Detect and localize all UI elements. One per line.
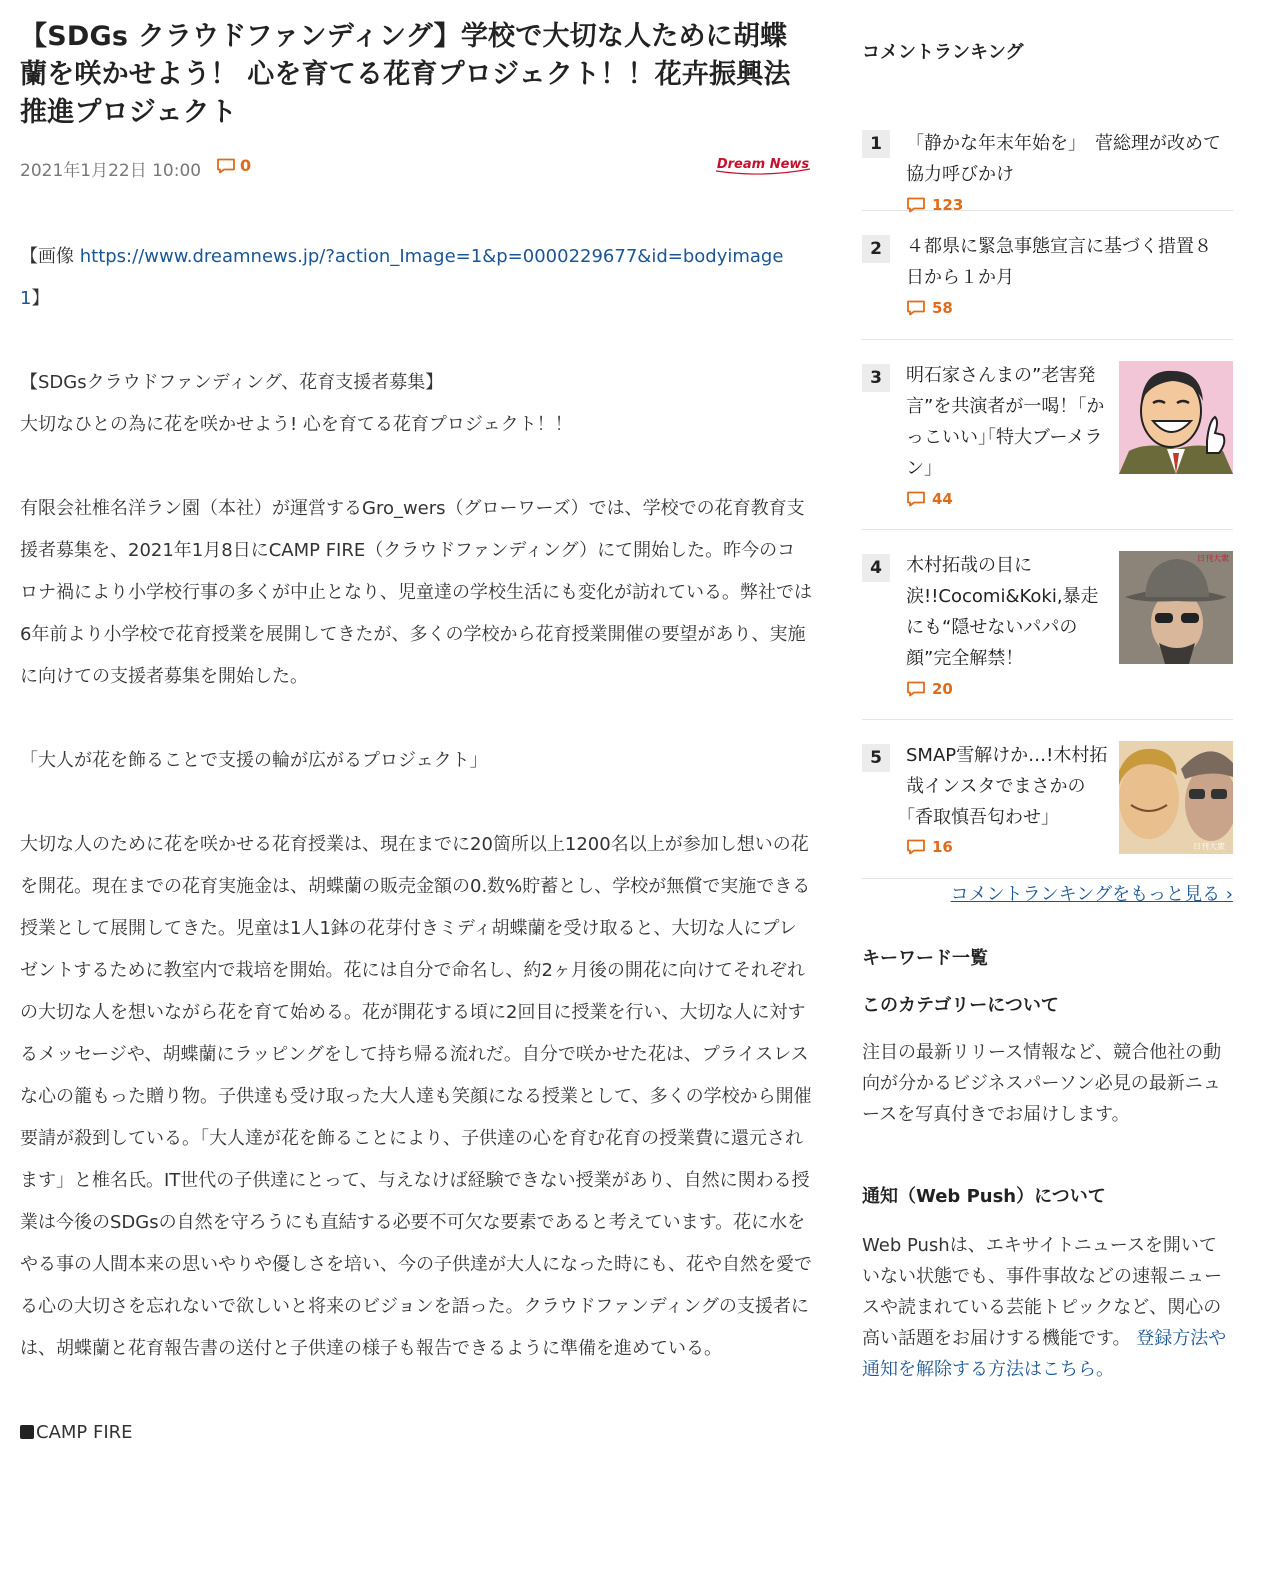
rank-comment-count: 44	[906, 490, 953, 508]
ranking-item-2[interactable]	[862, 211, 1233, 340]
thumb-credit: 日刊大衆	[1193, 842, 1225, 851]
thumb-credit: 日刊大衆	[1197, 554, 1229, 563]
push-text: Web Pushは、エキサイトニュースを開いていない状態でも、事件事故などの速報ニュースや読まれている芸能トピックなど、関心の高い話題をお届けする機能です。 登録方法や通知を解除する方法はこちら。	[862, 1235, 1227, 1380]
paragraph-5: 大切な人のために花を咲かせる花育授業は、現在までに20箇所以上1200名以上が参加し想いの花を開花。現在までの花育実施金は、胡蝶蘭の販売金額の0.数%貯蓄とし、学校が無償で実施できる授業として展開してきた。児童は1人1鉢の花芽付きミディ胡蝶蘭を受け取ると、大切な人にプレゼントするために教室内で栽培を開始。花には自分で命名し、約2ヶ月後の開花に向けてそれぞれの大切な人を想いながら花を育て始める。花が開花する頃に2回目に授業を行い、大切な人に対するメッセージや、胡蝶蘭にラッピングをして持ち帰る流れだ。自分で咲かせた花は、プライスレスな心の籠もった贈り物。子供達も受け取った大人達も笑顔になる授業として、多くの学校から開催要請が殺到している。「大人達が花を飾ることにより、子供達の心を育む花育の授業費に還元されます」と椎名氏。IT世代の子供達にとって、与えなけば経験できない授業があり、自然に関わる授業は今後のSDGsの自然を守ろうにも直結する必要不可欠な要素であると考えています。花に水をやる事の人間本来の思いやりや優しさを培い、今の子供達が大人になった時にも、花や自然を愛でる心の大切さを忘れないで欲しいと将来のビジョンを語った。クラウドファンディングの支援者には、胡蝶蘭と花育報告書の送付と子供達の様子も報告できるように準備を進めている。	[20, 834, 812, 1359]
rank-comment-count: 58	[906, 299, 953, 317]
about-text: 注目の最新リリース情報など、競合他社の動向が分かるビジネスパーソン必見の最新ニュースを写真付きでお届けします。	[862, 1042, 1222, 1125]
image-link[interactable]: https://www.dreamnews.jp/?action_Image=1&p=0000229677&id=bodyimage1	[20, 246, 784, 309]
comment-bubble-icon	[906, 491, 926, 507]
sidebar	[862, 38, 1233, 1380]
rank-title: SMAP雪解けか…!木村拓哉インスタでまさかの｢香取慎吾匂わせ｣	[906, 745, 1108, 828]
paragraph-6: CAMP FIRE	[20, 1412, 812, 1454]
ranking-item-4[interactable]	[862, 530, 1233, 720]
dreamnews-logo	[714, 154, 812, 176]
comment-bubble-icon	[906, 839, 926, 855]
publish-date: 2021年1月22日 10:00	[20, 161, 202, 181]
comment-count-link[interactable]	[216, 156, 251, 175]
rank-comment-count: 20	[906, 680, 953, 698]
paragraph-2: 大切なひとの為に花を咲かせよう! 心を育てる花育プロジェクト！！	[20, 414, 573, 435]
rank-number: 2	[862, 235, 890, 263]
rank-title: 明石家さんまの”老害発言”を共演者が一喝！｢かっこいい｣｢特大ブーメラン｣	[906, 365, 1105, 479]
keywords-heading[interactable]: キーワード一覧	[862, 948, 988, 969]
two-men-photo	[1119, 741, 1233, 854]
paragraph-1: 【SDGsクラウドファンディング、花育支援者募集】	[20, 372, 444, 393]
article-body	[20, 236, 812, 1454]
article-title: 【SDGs クラウドファンディング】学校で大切な人ために胡蝶蘭を咲かせよう！ 心を育てる花育プロジェクト！！花卉振興法推進プロジェクト	[20, 21, 791, 128]
ranking-item-5[interactable]	[862, 720, 1233, 879]
comment-bubble-icon	[906, 300, 926, 316]
rank-title: 「静かな年末年始を」 菅総理が改めて協力呼びかけ	[906, 133, 1221, 185]
caricature-image	[1119, 361, 1233, 474]
article-meta	[20, 146, 812, 186]
ranking-item-1[interactable]	[862, 82, 1233, 214]
more-ranking-link[interactable]: コメントランキングをもっと見る ›	[950, 884, 1233, 905]
image-reference: 【画像 https://www.dreamnews.jp/?action_Image=1&p=0000229677&id=bodyimage1】	[20, 246, 784, 309]
about-heading: このカテゴリーについて	[862, 995, 1059, 1016]
push-settings-link[interactable]: 登録方法や通知を解除する方法はこちら。	[862, 1328, 1227, 1380]
paragraph-3: 有限会社椎名洋ラン園（本社）が運営するGro_wers（グローワーズ）では、学校での花育教育支援者募集を、2021年1月8日にCAMP FIRE（クラウドファンディング）にて開始した。昨今のコロナ禍により小学校行事の多くが中止となり、児童達の学校生活にも変化が訪れている。弊社では6年前より小学校で花育授業を展開してきたが、多くの学校から花育授業開催の要望があり、実施に向けての支援者募集を開始した。	[20, 498, 812, 687]
ranking-item-3[interactable]	[862, 340, 1233, 530]
article	[20, 18, 812, 186]
hat-man-photo	[1119, 551, 1233, 664]
square-bullet-icon	[20, 1425, 34, 1439]
rank-title: 木村拓哉の目に涙!!Cocomi&Koki,暴走にも“隠せないパパの顔”完全解禁！	[906, 555, 1099, 669]
rank-thumbnail[interactable]	[1119, 741, 1233, 854]
rank-number: 4	[862, 554, 890, 582]
rank-comment-count: 16	[906, 838, 953, 856]
rank-title: ４都県に緊急事態宣言に基づく措置８日から１か月	[906, 236, 1212, 288]
rank-comment-count: 123	[906, 196, 963, 214]
rank-number: 1	[862, 130, 890, 158]
rank-thumbnail[interactable]	[1119, 551, 1233, 664]
comment-count: 0	[240, 156, 252, 175]
rank-thumbnail[interactable]	[1119, 361, 1233, 474]
ranking-heading: コメントランキング	[862, 42, 1024, 63]
logo-text: Dream News	[716, 157, 810, 172]
ranking-list	[862, 82, 1233, 879]
push-heading: 通知（Web Push）について	[862, 1186, 1106, 1207]
comment-bubble-icon	[216, 158, 236, 174]
paragraph-4: 「大人が花を飾ることで支援の輪が広がるプロジェクト」	[20, 750, 488, 771]
comment-bubble-icon	[906, 681, 926, 697]
rank-number: 5	[862, 744, 890, 772]
rank-number: 3	[862, 364, 890, 392]
